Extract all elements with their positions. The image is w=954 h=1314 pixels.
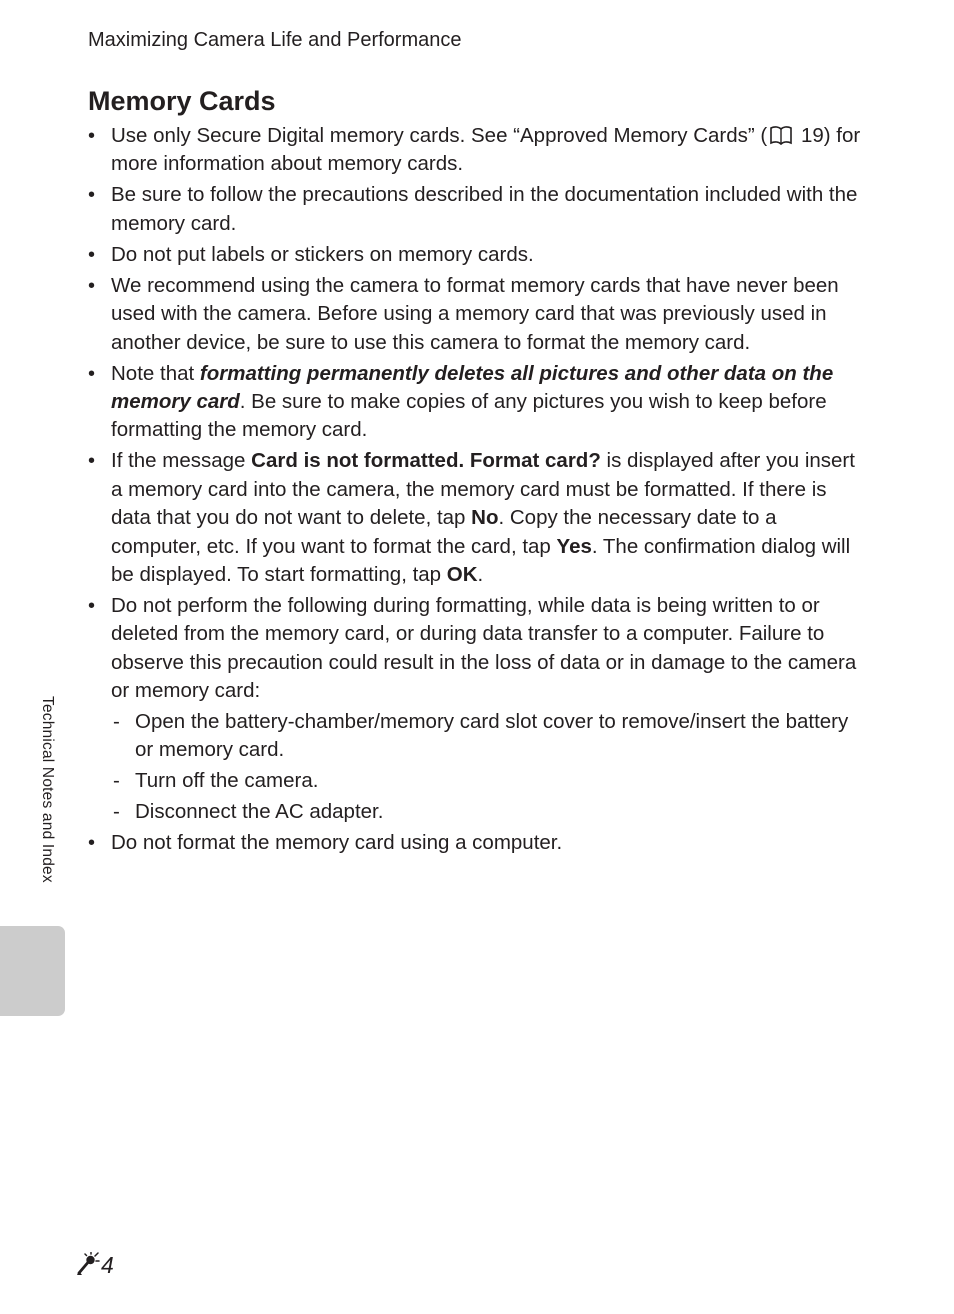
yes-option: Yes [556,534,592,558]
sublist-item: - Open the battery-chamber/memory card slot cover to remove/insert the battery or memory card. [111,708,868,765]
list-item: • Note that formatting permanently deletes all pictures and other data on the memory card. Be sure to make copies of any pictures you wish to keep before formatting the memory card. [88,360,868,445]
running-header: Maximizing Camera Life and Performance [88,29,462,51]
page-reference[interactable]: 19 [800,124,824,147]
page-number [74,1251,114,1279]
content-body [88,122,868,860]
list-item: • Do not format the memory card using a computer. [88,829,868,857]
technical-notes-icon [74,1252,100,1278]
precautions-list [88,122,868,858]
sublist-item: - Disconnect the AC adapter. [111,798,868,826]
book-reference-icon [769,125,793,145]
list-item: • Do not put labels or stickers on memory cards. [88,241,868,269]
warning-emphasis: formatting permanently deletes all pictures and other data on the memory card [111,361,834,414]
ok-option: OK [446,563,478,587]
list-item: • Be sure to follow the precautions described in the documentation included with the memory card. [88,181,868,238]
list-item: • If the message Card is not formatted. Format card? is displayed after you insert a memory card into the camera, the memory card must be formatted. If there is data that you do not want to delete, tap No. Copy the necessary date to a computer, etc. If you want to format the card, tap Yes. The confirmation dialog will be displayed. To start formatting, tap OK. [88,447,868,589]
section-title: Memory Cards [88,86,276,116]
list-item: • Use only Secure Digital memory cards. See “Approved Memory Cards” ( 19) for more information about memory cards. [88,122,868,179]
list-item: • Do not perform the following during formatting, while data is being written to or deleted from the memory card, or during data transfer to a computer. Failure to observe this precaution could result in the loss of data or in damage to the camera or memory card: - Open the battery-chamber/memory card slot cover to remove/insert the battery or memory card. - Turn off the camera. - Disconnect the AC adapter. [88,592,868,826]
no-option: No [471,506,499,530]
side-tab-label: Technical Notes and Index [39,696,56,883]
page-number-text: 4 [101,1252,114,1278]
message-text: Card is not formatted. Format card? [251,449,601,473]
sublist [111,708,868,827]
list-item: • We recommend using the camera to format memory cards that have never been used with the camera. Before using a memory card that was previously used in another device, be sure to use this camera to format the memory card. [88,272,868,357]
sublist-item: - Turn off the camera. [111,767,868,795]
side-tab[interactable] [0,926,65,1016]
